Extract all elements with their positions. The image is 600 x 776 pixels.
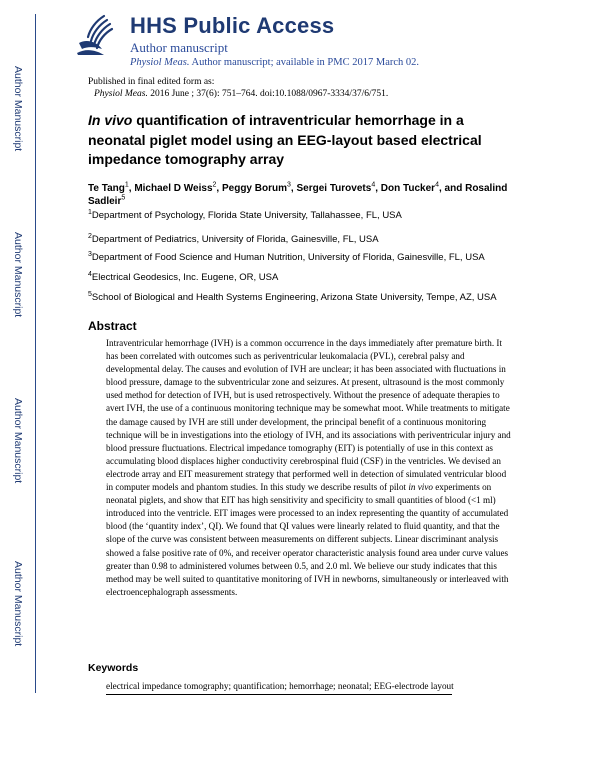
affiliation: $^1$Department of Psychology, Florida State University, Tallahassee, FL, USA <box>88 208 402 221</box>
affiliation: $^4$Electrical Geodesics, Inc. Eugene, OR, USA <box>88 270 279 283</box>
hhs-public-access-title: HHS Public Access <box>130 13 335 38</box>
citation-details: 2016 June ; 37(6): 751–764. doi:10.1088/0967-3334/37/6/751. <box>147 89 389 99</box>
keywords-heading: Keywords <box>88 662 139 674</box>
author-manuscript-subtitle: Author manuscript <box>130 40 228 55</box>
paper-title <box>88 111 508 170</box>
keywords-list: electrical impedance tomography; quantification; hemorrhage; neonatal; EEG-electrode layout <box>106 681 454 691</box>
side-label-author-manuscript: Author Manuscript <box>12 232 24 318</box>
abstract-body: Intraventricular hemorrhage (IVH) is a common occurrence in the days immediately after premature birth. It has been correlated with outcomes such as periventricular leukomalacia (PVL), cerebral palsy and developmental delay. The causes and evolution of IVH are unclear; it has been associated with fluctuations in blood pressure, damage to the subventricular zone and seizures. At present, ultrasound is the most commonly used method for detection of IVH, but is used retrospectively. Without the presence of adequate therapies to avert IVH, the use of a continuous monitoring technique may be somewhat moot. While treatments to mitigate the damage caused by IVH are still under development, the principal benefit of a continuous monitoring technique will be in investigations into the etiology of IVH, and its associations with periventricular injury and blood pressure fluctuations. Electrical impedance tomography (EIT) is potentially of use in this context as accumulating blood displaces higher conductivity cerebrospinal fluid (CSF) in the ventricles. We devised an electrode array and EIT measurement strategy that performed well in detection of simulated ventricular blood in computer models and phantom studies. In this study we describe results of pilot in vivo experiments on neonatal piglets, and show that EIT has high sensitivity and specificity to small quantities of blood (<1 ml) introduced into the ventricle. EIT images were processed to an index representing the quantity of accumulated blood (the ‘quantity index’, QI). We found that QI values were linearly related to fluid quantity, and that the slope of the curve was consistent between measurements on different subjects. Linear discriminant analysis showed a false positive rate of 0%, and receiver operator characteristic analysis found area under curve values greater than 0.98 to administered volumes between 0.5, and 2.0 ml. We believe our study indicates that this method may be well suited to quantitative monitoring of IVH in newborns, simultaneously or interleaved with electroencephalograph assessments. <box>106 338 511 597</box>
abstract-heading: Abstract <box>88 319 137 333</box>
keywords-divider <box>106 694 452 695</box>
title-italic-part: In vivo <box>88 112 133 128</box>
side-label-author-manuscript: Author Manuscript <box>12 66 24 152</box>
citation <box>94 89 388 99</box>
author: Don Tucker$^4$, and <box>380 181 466 194</box>
side-label-author-manuscript: Author Manuscript <box>12 398 24 484</box>
affiliation: $^2$Department of Pediatrics, University of Florida, Gainesville, FL, USA <box>88 232 379 245</box>
citation-journal: Physiol Meas. <box>94 89 148 99</box>
author-list <box>88 182 528 208</box>
title-rest: quantification of intraventricular hemorrhage in a neonatal piglet model using an EEG-layout based electrical impedance tomography array <box>88 112 482 167</box>
affiliation: $^3$Department of Food Science and Human Nutrition, University of Florida, Gainesville, FL, USA <box>88 250 485 263</box>
availability-line <box>130 57 419 68</box>
margin-divider <box>35 14 36 693</box>
affiliation: $^5$School of Biological and Health Systems Engineering, Arizona State University, Tempe, AZ, USA <box>88 290 497 303</box>
side-label-author-manuscript: Author Manuscript <box>12 561 24 647</box>
author: Sergei Turovets$^4$, <box>296 181 381 194</box>
author: Peggy Borum$^3$, <box>221 181 297 194</box>
hhs-eagle-logo-icon <box>74 13 116 57</box>
author: Te Tang$^1$, <box>88 181 135 194</box>
availability-text: Author manuscript; available in PMC 2017 March 02. <box>191 57 420 68</box>
author: Michael D Weiss$^2$, <box>134 181 222 194</box>
published-label: Published in final edited form as: <box>88 77 215 87</box>
author: Rosalind Sadleir$^5$ <box>88 183 508 207</box>
journal-name: Physiol Meas. <box>130 57 190 68</box>
